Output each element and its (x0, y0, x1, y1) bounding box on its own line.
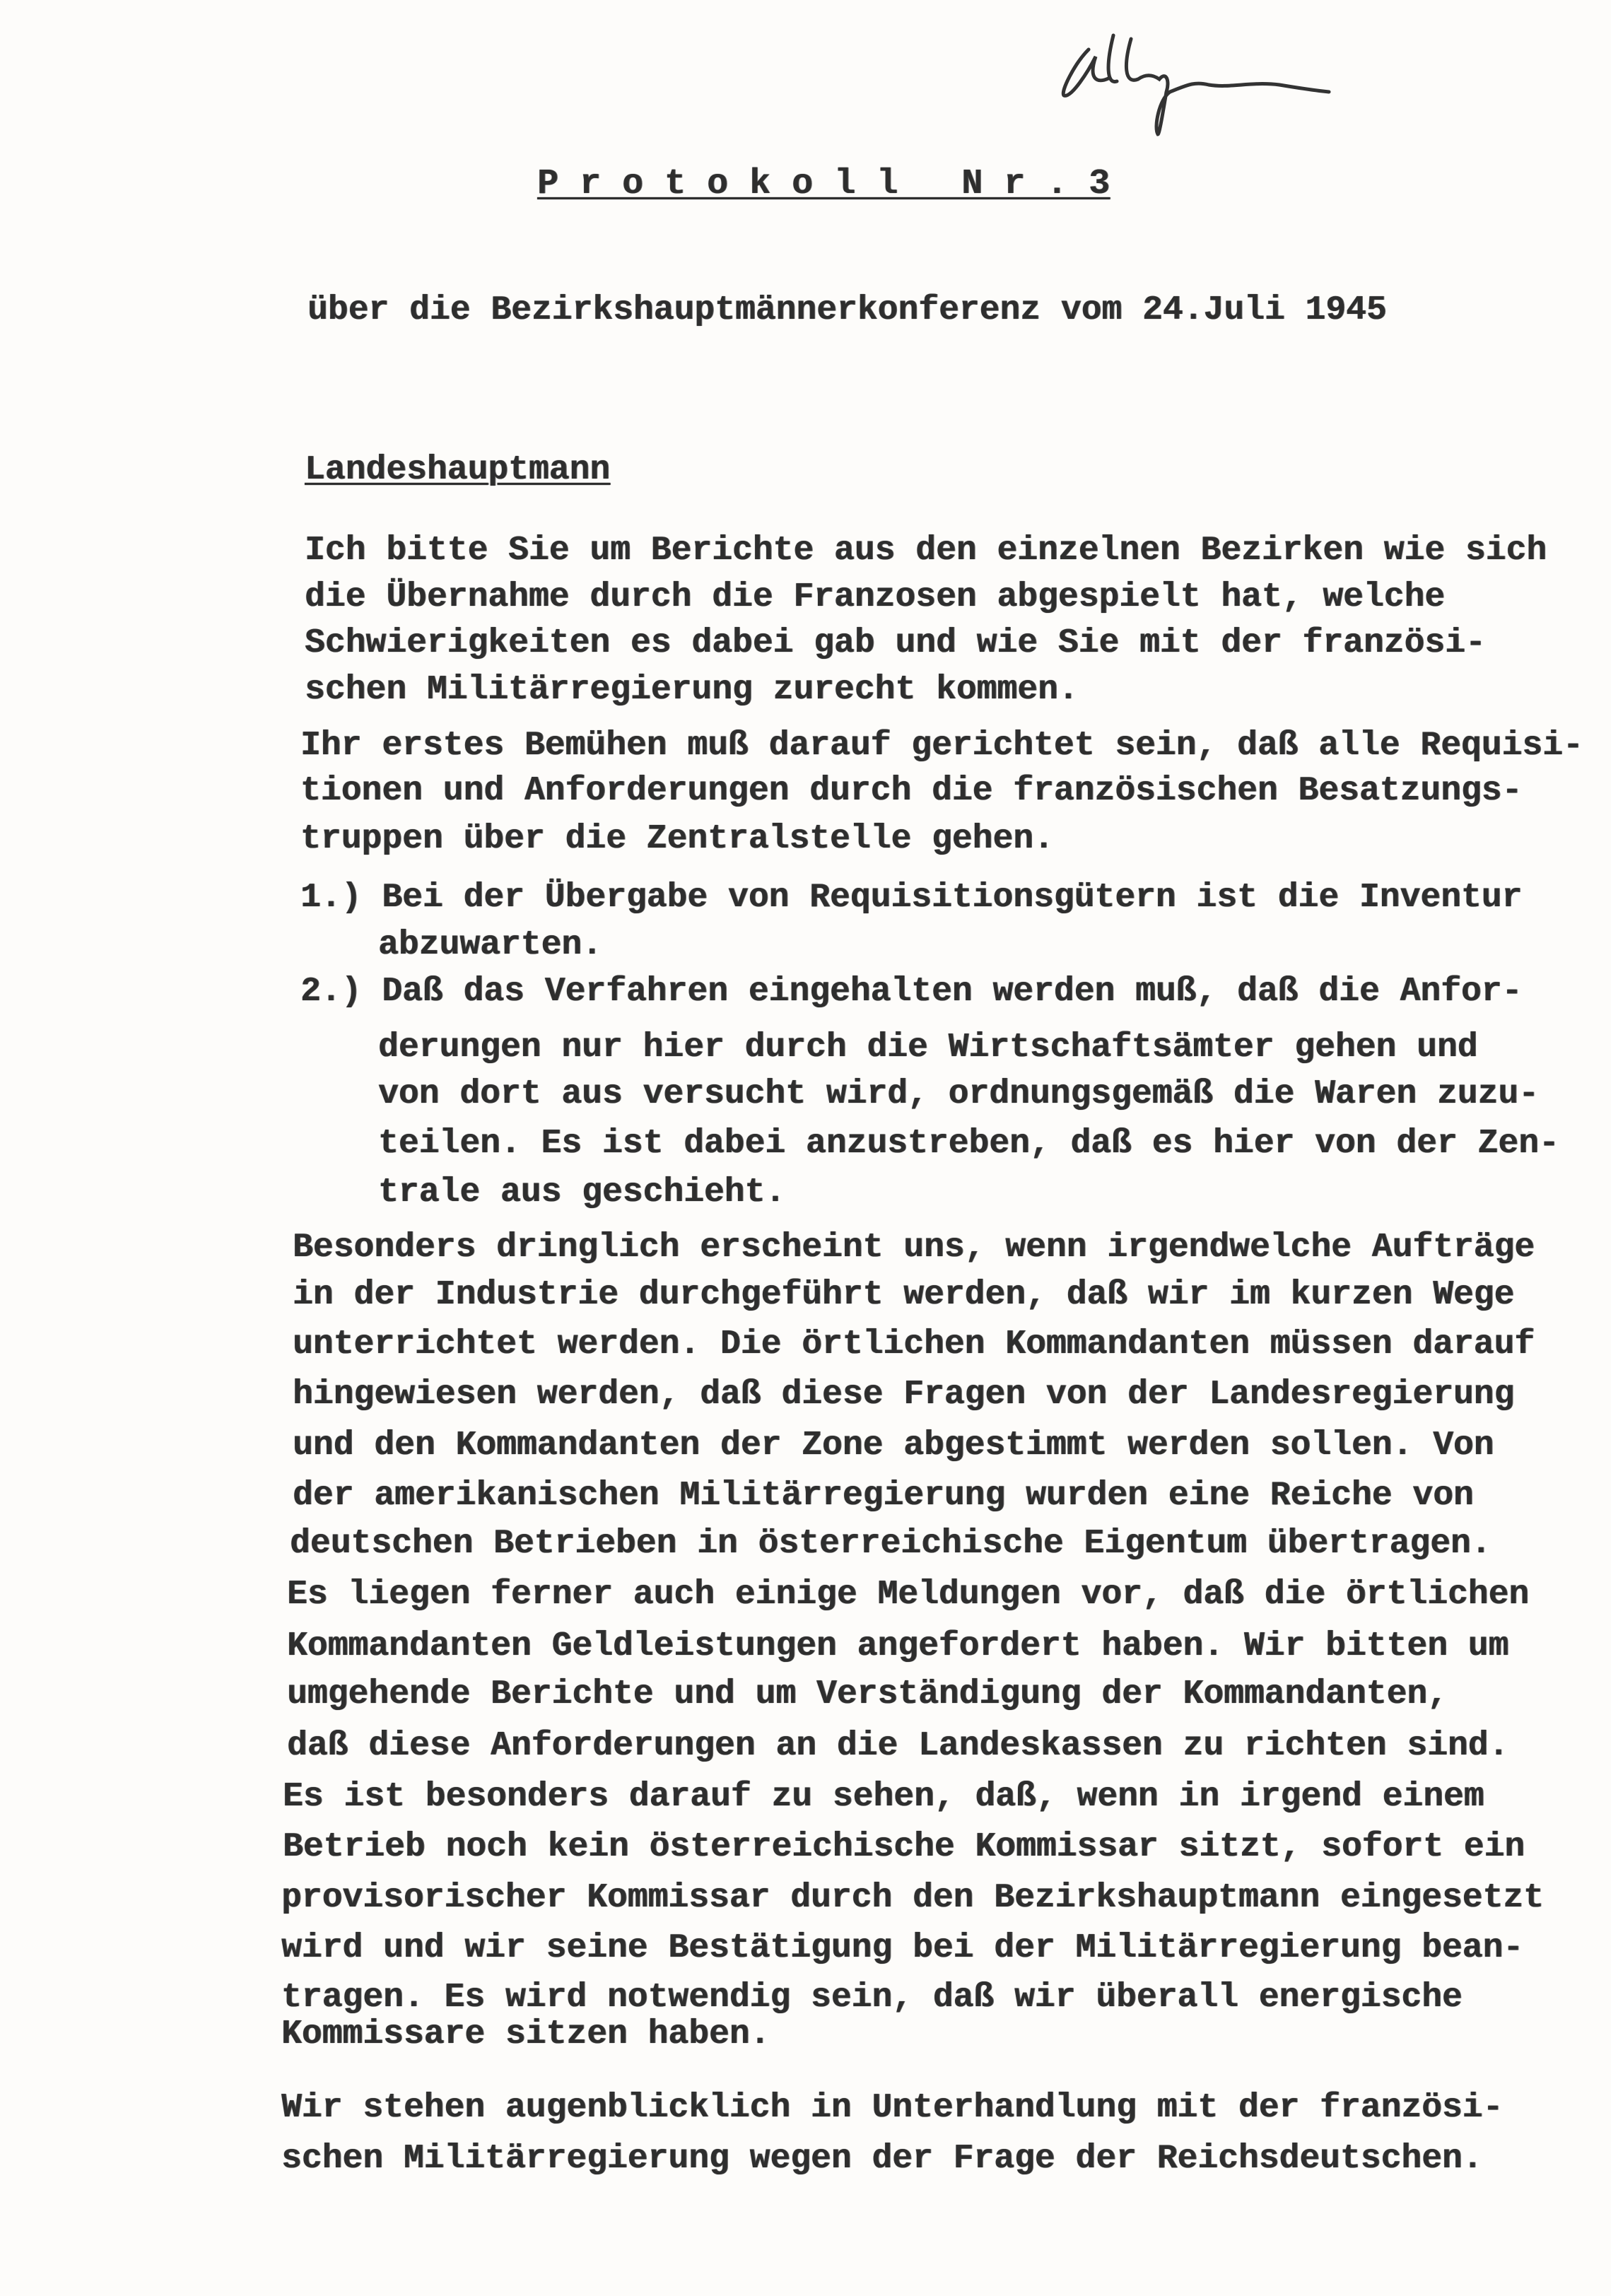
body-line: die Übernahme durch die Franzosen abgespielt hat, welche (305, 578, 1446, 616)
body-line: schen Militärregierung wegen der Frage der Reichsdeutschen. (281, 2140, 1483, 2178)
list-item-2: 2.) Daß das Verfahren eingehalten werden muß, daß die Anfor- (300, 973, 1523, 1011)
list-item-1: 1.) Bei der Übergabe von Requisitionsgütern ist die Inventur (300, 879, 1523, 917)
body-line: tionen und Anforderungen durch die französischen Besatzungs- (300, 772, 1523, 810)
body-line: truppen über die Zentralstelle gehen. (300, 820, 1054, 858)
body-line: unterrichtet werden. Die örtlichen Kommandanten müssen darauf (293, 1325, 1535, 1364)
body-line: wird und wir seine Bestätigung bei der Militärregierung bean- (281, 1929, 1524, 1967)
body-line: Schwierigkeiten es dabei gab und wie Sie mit der französi- (305, 624, 1486, 662)
body-line: hingewiesen werden, daß diese Fragen von der Landesregierung (293, 1376, 1515, 1414)
handwritten-signature (1046, 14, 1442, 141)
body-line: Kommandanten Geldleistungen angefordert haben. Wir bitten um (287, 1627, 1509, 1665)
body-line: Es ist besonders darauf zu sehen, daß, wenn in irgend einem (283, 1778, 1484, 1816)
body-line: tragen. Es wird notwendig sein, daß wir überall energische (281, 1979, 1463, 2017)
body-line: Ihr erstes Bemühen muß darauf gerichtet sein, daß alle Requisi- (300, 727, 1583, 765)
body-line: daß diese Anforderungen an die Landeskassen zu richten sind. (287, 1727, 1509, 1765)
list-item-2-cont: trale aus geschieht. (378, 1173, 786, 1212)
body-line: in der Industrie durchgeführt werden, daß wir im kurzen Wege (293, 1276, 1515, 1314)
list-item-2-cont: von dort aus versucht wird, ordnungsgemäß die Waren zuzu- (378, 1075, 1539, 1113)
body-line: Kommissare sitzen haben. (281, 2015, 771, 2054)
list-item-1-cont: abzuwarten. (378, 926, 602, 964)
body-line: umgehende Berichte und um Verständigung der Kommandanten, (287, 1675, 1448, 1714)
body-line: deutschen Betrieben in österreichische Eigentum übertragen. (290, 1525, 1492, 1563)
list-item-2-cont: derungen nur hier durch die Wirtschaftsämter gehen und (378, 1029, 1478, 1067)
body-line: Betrieb noch kein österreichische Kommissar sitzt, sofort ein (283, 1828, 1525, 1866)
body-line: Wir stehen augenblicklich in Unterhandlung mit der französi- (281, 2089, 1504, 2127)
document-subtitle: über die Bezirkshauptmännerkonferenz vom 24.Juli 1945 (307, 291, 1387, 329)
body-line: und den Kommandanten der Zone abgestimmt werden sollen. Von (293, 1427, 1494, 1465)
body-line: der amerikanischen Militärregierung wurden eine Reiche von (293, 1477, 1474, 1515)
body-line: Besonders dringlich erscheint uns, wenn irgendwelche Aufträge (293, 1229, 1535, 1267)
list-item-2-cont: teilen. Es ist dabei anzustreben, daß es hier von der Zen- (378, 1125, 1559, 1163)
speaker-heading: Landeshauptmann (305, 451, 611, 489)
body-line: provisorischer Kommissar durch den Bezirkshauptmann eingesetzt (281, 1879, 1544, 1917)
body-line: schen Militärregierung zurecht kommen. (305, 671, 1079, 709)
body-line: Es liegen ferner auch einige Meldungen vor, daß die örtlichen (287, 1576, 1530, 1614)
document-title: P r o t o k o l l N r . 3 (537, 164, 1111, 204)
body-line: Ich bitte Sie um Berichte aus den einzelnen Bezirken wie sich (305, 532, 1547, 570)
